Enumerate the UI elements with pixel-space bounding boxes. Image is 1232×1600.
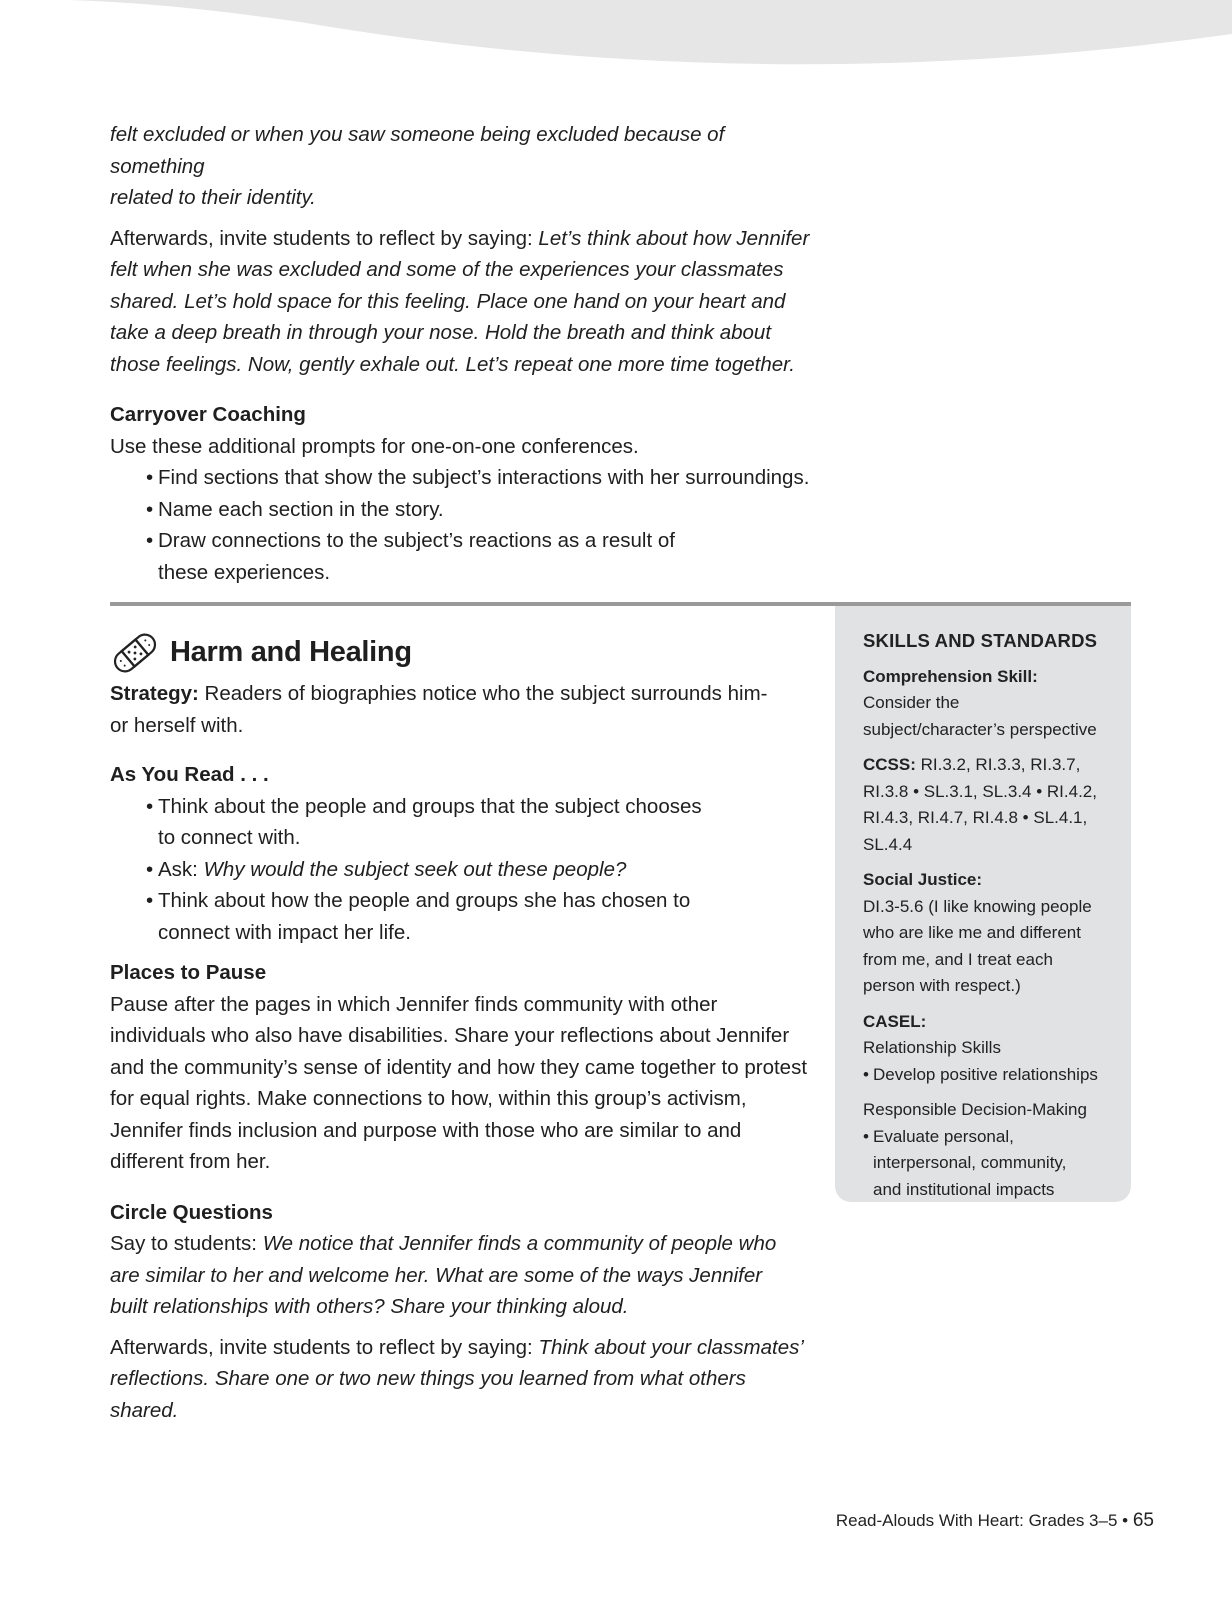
- circle-reflect-paragraph: [110, 1332, 810, 1427]
- list-item: • Name each section in the story.: [146, 494, 810, 526]
- top-wave-decoration: [0, 0, 1232, 90]
- list-item: • Evaluate personal, interpersonal, community, and institutional impacts: [863, 1124, 1073, 1204]
- casel-decision-making: [863, 1097, 1105, 1203]
- footer-separator: •: [1122, 1511, 1129, 1530]
- top-section: [110, 119, 810, 588]
- strategy-paragraph: [110, 678, 770, 741]
- book-title: Read-Alouds With Heart: Grades 3–5: [835, 1511, 1118, 1530]
- reflect-paragraph: [110, 223, 810, 381]
- as-you-read-list: [110, 791, 810, 949]
- section-title-row: [110, 628, 810, 678]
- list-item: • Find sections that show the subject’s interactions with her surroundings.: [146, 462, 810, 494]
- circle-say-paragraph: [110, 1228, 782, 1323]
- carryover-intro: Use these additional prompts for one-on-one conferences.: [110, 434, 639, 458]
- comprehension-text: Consider the subject/character’s perspective: [863, 693, 1097, 739]
- places-to-pause-text: Pause after the pages in which Jennifer finds community with other individuals who also have disabilities. Share your reflections about Jennifer and the community’s sense of identity and how they came together to protest for equal rights. Make connections to how, within this group’s activism, Jennifer finds inclusion and purpose with those who are similar to and different from her.: [110, 992, 808, 1173]
- social-justice: [863, 867, 1105, 1000]
- circle-questions-heading: Circle Questions: [110, 1200, 273, 1224]
- ccss-standards: [863, 752, 1105, 858]
- strategy-label: Strategy:: [110, 682, 199, 705]
- comprehension-skill: [863, 664, 1105, 744]
- intro-line: felt excluded or when you saw someone being excluded because of something: [110, 123, 725, 178]
- ccss-text: RI.3.2, RI.3.3, RI.3.7, RI.3.8 • SL.3.1, SL.3.4 • RI.4.2, RI.4.3, RI.4.7, RI.4.8 • SL.4.1, SL.4.4: [863, 755, 1097, 854]
- social-justice-text: [863, 894, 1105, 1000]
- places-to-pause-heading: Places to Pause: [110, 961, 267, 984]
- carryover-coaching: [110, 399, 810, 588]
- list-item: • Think about the people and groups that the subject chooses to connect with.: [146, 791, 718, 854]
- list-item: • Draw connections to the subject’s reactions as a result of these experiences.: [146, 525, 718, 588]
- sidebar-heading: SKILLS AND STANDARDS: [863, 630, 1098, 651]
- as-you-read-heading: As You Read . . .: [110, 763, 269, 786]
- skills-standards-sidebar: [835, 606, 1131, 1202]
- say-prefix: Say to students:: [110, 1232, 263, 1255]
- section-title: Harm and Healing: [170, 636, 412, 669]
- carryover-list: [110, 462, 810, 588]
- reflect-prefix: Afterwards, invite students to reflect by saying:: [110, 226, 539, 250]
- casel-skill: Relationship Skills: [863, 1038, 1001, 1057]
- circle-questions: [110, 1197, 810, 1427]
- list-item: • Think about how the people and groups she has chosen to connect with impact her life.: [146, 885, 758, 948]
- as-you-read: [110, 759, 810, 948]
- casel-list: [863, 1124, 1105, 1204]
- list-item: • Develop positive relationships: [863, 1062, 1105, 1089]
- bandage-icon: [110, 628, 160, 678]
- harm-healing-section: [110, 628, 810, 1426]
- reflect-prefix: Afterwards, invite students to reflect by saying:: [110, 1335, 539, 1359]
- reflect-prompt: Let’s think about how Jennifer felt when she was excluded and some of the experiences your classmates shared. Let’s hold space for this feeling. Place one hand on your heart and take a deep breath in through your nose. Hold the breath and think about those feelings. Now, gently exhale out. Let’s repeat one more time together.: [110, 226, 810, 376]
- strategy-text: Readers of biographies notice who the subject surrounds him- or herself with.: [110, 682, 768, 737]
- reflect-prompt: Think about your classmates’ reflections. Share one or two new things you learned from what others shared.: [110, 1335, 803, 1422]
- places-to-pause: [110, 957, 810, 1178]
- page-number: 65: [1132, 1510, 1154, 1531]
- intro-line: related to their identity.: [110, 186, 316, 209]
- ask-question: Why would the subject seek out these people?: [203, 857, 627, 881]
- casel: [863, 1009, 1105, 1089]
- social-justice-code: DI.3-5.6: [863, 896, 924, 916]
- casel-label: CASEL:: [863, 1011, 927, 1031]
- comprehension-label: Comprehension Skill:: [863, 666, 1038, 686]
- social-justice-label: Social Justice:: [863, 870, 983, 889]
- carryover-heading: Carryover Coaching: [110, 403, 306, 426]
- list-item: [146, 854, 810, 886]
- ccss-label: CCSS:: [863, 755, 916, 774]
- casel-list: [863, 1062, 1105, 1089]
- say-prompt: We notice that Jennifer finds a community of people who are similar to her and welcome her. What are some of the ways Jennifer built relationships with others? Share your thinking aloud.: [110, 1232, 777, 1318]
- casel-skill: Responsible Decision-Making: [863, 1100, 1087, 1119]
- ask-prefix: Ask:: [158, 857, 204, 881]
- social-justice-description: (I like knowing people who are like me and different from me, and I treat each person with respect.): [863, 896, 1092, 995]
- page-footer: [836, 1510, 1154, 1532]
